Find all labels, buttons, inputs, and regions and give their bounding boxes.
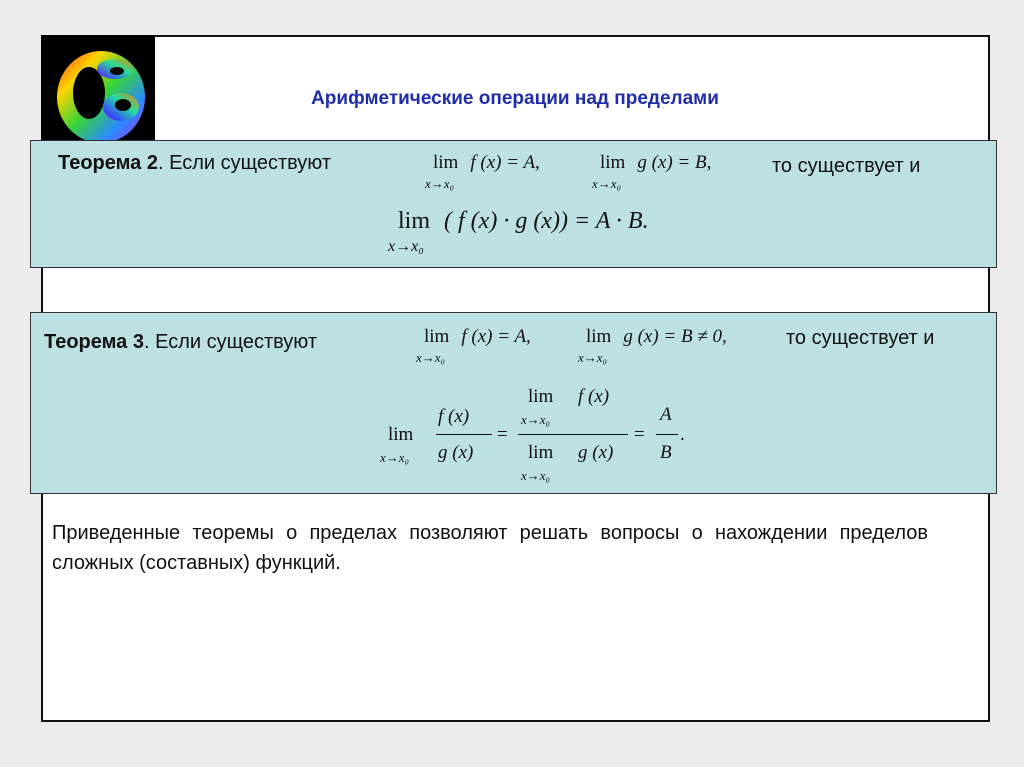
lim-subscript: x→x₀ (592, 176, 622, 191)
summary-paragraph: Приведенные теоремы о пределах позволяют решать вопросы о нахождении пределов сложных (составных) функций. (52, 522, 928, 574)
final-numerator: A (660, 404, 672, 425)
lim-subscript: x→x₀ (521, 412, 551, 427)
frac-numerator: f (x) (438, 406, 470, 427)
fraction-bar (436, 434, 492, 435)
theorem-3-intro: . Если существуют (143, 331, 318, 353)
slide-title: Арифметические операции над пределами (311, 88, 719, 109)
lim-word: lim (586, 326, 612, 347)
lim-word: lim (424, 326, 450, 347)
lim-subscript: x→x₀ (380, 450, 410, 465)
theorem-2-heading (58, 152, 331, 175)
equals-sign: = (497, 424, 508, 445)
theorem-3-lim-f (424, 326, 531, 348)
lim-word: lim (528, 442, 554, 463)
theorem-3-then: то существует и (786, 327, 935, 349)
lim-subscript: x→x₀ (416, 350, 446, 365)
limit-g-expr: g (x) = B ≠ 0, (623, 326, 727, 347)
theorem-2-then: то существует и (772, 155, 921, 177)
limit-g-expr: g (x) = B, (637, 152, 712, 173)
lim-word: lim (600, 152, 626, 173)
final-dot: . (680, 424, 685, 445)
den-lim-g: g (x) (578, 442, 614, 463)
lim-subscript: x→x₀ (578, 350, 608, 365)
theorem-2-label: Теорема 2 (58, 152, 158, 174)
num-lim-f: f (x) (578, 386, 610, 407)
theorem-2-intro: . Если существуют (157, 152, 332, 174)
lim-word: lim (388, 424, 414, 445)
theorem-2-result (398, 208, 649, 235)
lim-word: lim (398, 208, 431, 234)
lim-subscript: x→x₀ (521, 468, 551, 483)
theorem-3-label: Теорема 3 (44, 331, 144, 353)
equals-sign: = (634, 424, 645, 445)
limit-f-expr: f (x) = A, (461, 326, 531, 347)
lim-word: lim (528, 386, 554, 407)
limit-f-expr: f (x) = A, (470, 152, 540, 173)
lim-word: lim (433, 152, 459, 173)
fraction-bar (518, 434, 628, 435)
theorem-2-lim-g (600, 152, 711, 174)
final-denominator: B (660, 442, 672, 463)
frac-denominator: g (x) (438, 442, 474, 463)
theorem-3-lim-g (586, 326, 727, 348)
theorem-3-heading (44, 331, 317, 354)
lim-subscript: x→x₀ (425, 176, 455, 191)
result-expr: ( f (x) · g (x)) = A · B. (444, 208, 649, 234)
lim-subscript: x→x₀ (388, 238, 424, 255)
fraction-bar (656, 434, 678, 435)
theorem-2-lim-f (433, 152, 540, 174)
